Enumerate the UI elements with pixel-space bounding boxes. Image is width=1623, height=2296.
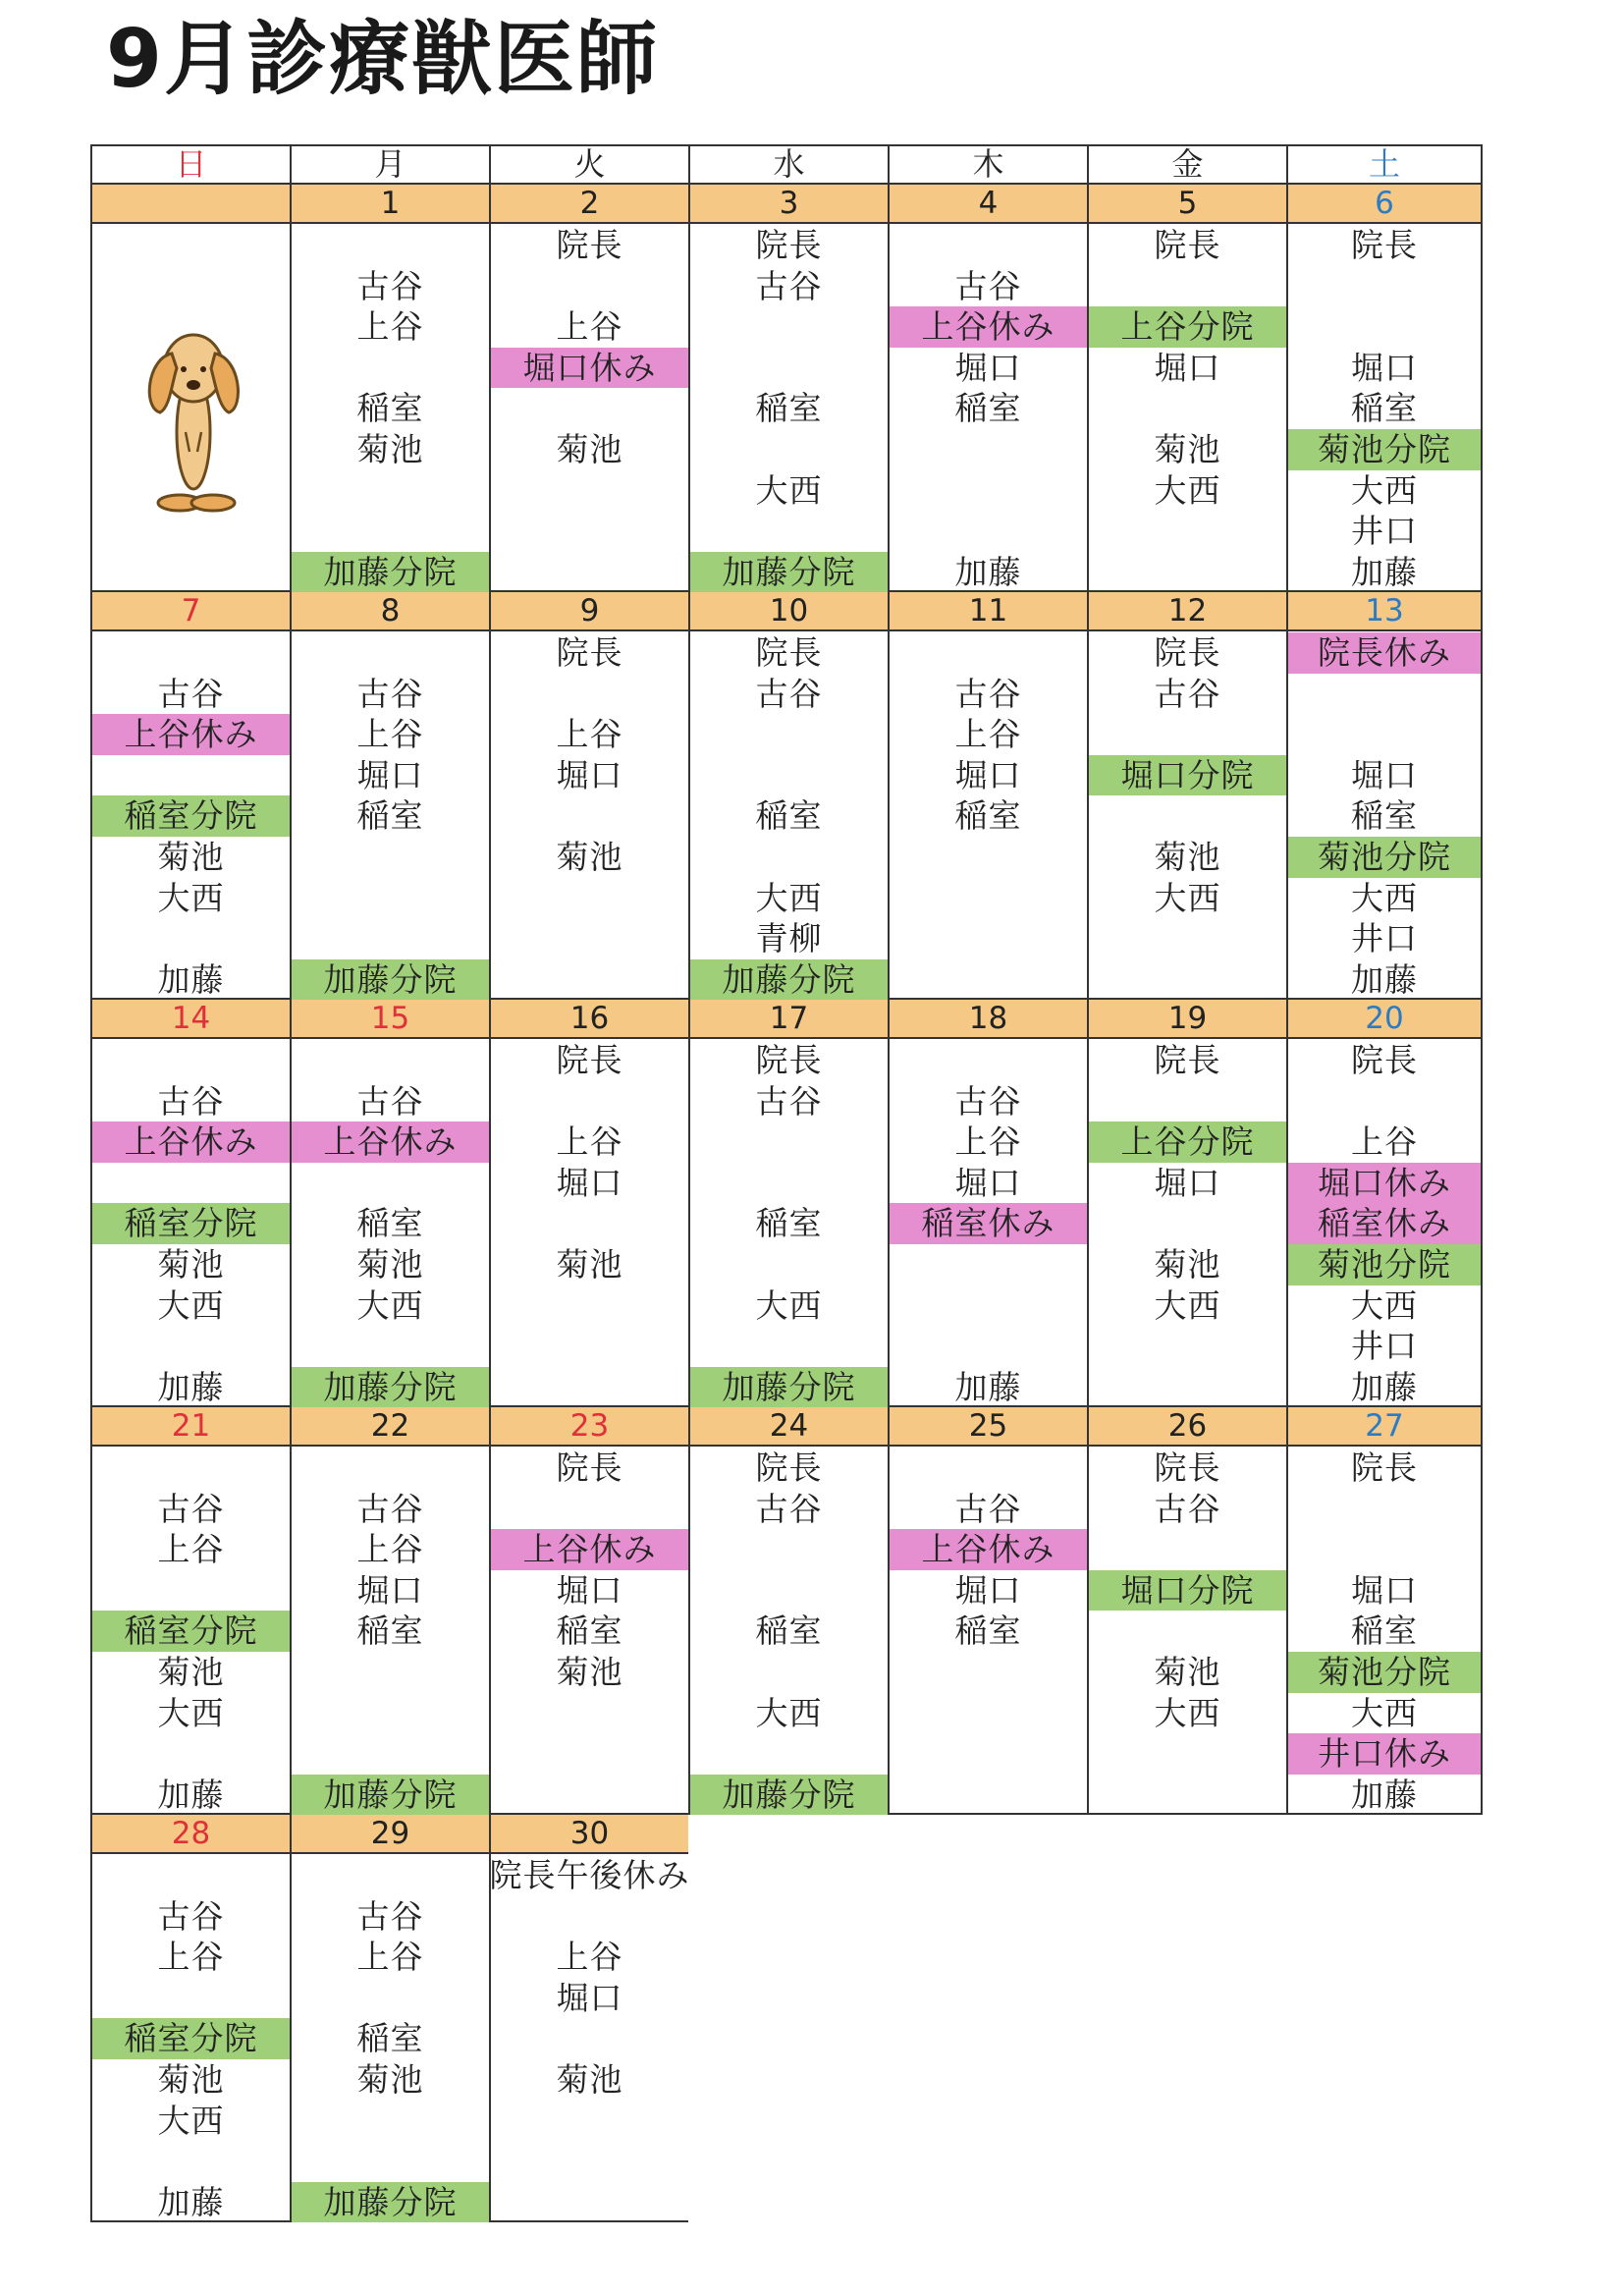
vet-entry: 稲室	[1351, 796, 1418, 836]
date-number: 25	[888, 1407, 1087, 1447]
empty-cell	[688, 1815, 888, 1854]
vet-entry: 堀口	[1154, 1163, 1221, 1202]
vet-entry: 堀口	[556, 1570, 623, 1610]
vet-entry: 稲室	[356, 2019, 424, 2058]
day-schedule	[1087, 1447, 1286, 1815]
vet-entry: 堀口	[356, 755, 424, 794]
day-schedule	[290, 1447, 489, 1815]
vet-entry: 上谷	[556, 1938, 623, 1977]
vet-entry: 堀口	[954, 1163, 1022, 1202]
vet-entry: 大西	[1154, 1693, 1221, 1732]
vet-entry: 上谷	[556, 715, 623, 754]
vet-entry: 加藤	[1351, 959, 1418, 999]
vet-branch-entry: 加藤分院	[690, 1367, 888, 1408]
date-number: 27	[1286, 1407, 1483, 1447]
vet-branch-entry: 菊池分院	[1288, 429, 1481, 470]
weekday-wednesday: 水	[688, 144, 888, 185]
vet-entry: 菊池	[1154, 1653, 1221, 1691]
date-number: 17	[688, 1000, 888, 1039]
vet-entry: 古谷	[954, 266, 1022, 305]
vet-entry: 加藤	[1351, 1775, 1418, 1814]
vet-entry: 院長	[755, 226, 823, 264]
vet-entry: 上谷	[954, 1122, 1022, 1162]
vet-entry: 大西	[1351, 470, 1418, 510]
day-schedule	[688, 1447, 888, 1815]
date-row	[90, 1000, 1483, 1039]
vet-entry: 井口	[1351, 1327, 1418, 1366]
vet-entry: 大西	[157, 1693, 225, 1732]
day-schedule	[1087, 631, 1286, 1000]
date-number: 12	[1087, 592, 1286, 631]
vet-entry: 稲室	[1351, 389, 1418, 428]
vet-entry: 古谷	[157, 1896, 225, 1936]
vet-branch-entry: 加藤分院	[292, 1775, 489, 1816]
vet-branch-entry: 堀口分院	[1089, 755, 1286, 796]
vet-entry: 堀口	[556, 755, 623, 794]
calendar-week	[90, 1000, 1483, 1407]
vet-branch-entry: 加藤分院	[292, 552, 489, 593]
vet-entry: 菊池	[157, 1245, 225, 1284]
vet-entry: 菊池	[157, 2060, 225, 2099]
empty-cell	[688, 1854, 888, 2222]
date-number: 26	[1087, 1407, 1286, 1447]
vet-entry: 院長	[755, 1449, 823, 1487]
vet-entry: 大西	[1351, 1693, 1418, 1732]
weekday-monday: 月	[290, 144, 489, 185]
date-number: 24	[688, 1407, 888, 1447]
vet-entry: 堀口	[556, 1978, 623, 2017]
vet-entry: 堀口	[954, 1570, 1022, 1610]
vet-off-entry: 井口休み	[1288, 1733, 1481, 1775]
vet-entry: 大西	[755, 1693, 823, 1732]
weekday-friday: 金	[1087, 144, 1286, 185]
empty-cell	[1087, 1815, 1286, 1854]
date-number: 16	[489, 1000, 688, 1039]
calendar-weeks	[90, 185, 1483, 2222]
vet-entry: 菊池	[356, 2060, 424, 2099]
date-number: 18	[888, 1000, 1087, 1039]
vet-entry: 加藤	[157, 2182, 225, 2221]
empty-cell	[1286, 1854, 1483, 2222]
vet-entry: 稲室	[356, 796, 424, 836]
vet-entry: 上谷	[157, 1530, 225, 1569]
day-schedule	[1087, 1039, 1286, 1407]
vet-entry: 菊池	[1154, 1245, 1221, 1284]
date-row	[90, 1407, 1483, 1447]
vet-entry: 井口	[1351, 919, 1418, 958]
weekday-saturday: 土	[1286, 144, 1483, 185]
vet-entry: 大西	[755, 1285, 823, 1325]
calendar-week	[90, 592, 1483, 1000]
vet-entry: 上谷	[356, 715, 424, 754]
day-schedule	[489, 631, 688, 1000]
vet-entry: 稲室	[954, 389, 1022, 428]
vet-entry: 古谷	[755, 1081, 823, 1121]
vet-entry: 古谷	[157, 1489, 225, 1528]
date-number: 23	[489, 1407, 688, 1447]
vet-entry: 古谷	[755, 266, 823, 305]
vet-entry: 稲室	[954, 796, 1022, 836]
vet-branch-entry: 加藤分院	[690, 1775, 888, 1816]
empty-cell	[888, 1854, 1087, 2222]
vet-entry: 堀口	[556, 1163, 623, 1202]
empty-cell	[888, 1815, 1087, 1854]
date-number: 3	[688, 185, 888, 224]
vet-off-entry: 稲室休み	[890, 1203, 1087, 1244]
schedule-row	[90, 1854, 1483, 2222]
vet-entry: 菊池	[556, 1653, 623, 1691]
vet-entry: 菊池	[157, 838, 225, 876]
vet-entry: 院長	[1154, 1041, 1221, 1079]
vet-entry: 院長	[556, 226, 623, 264]
vet-entry: 菊池	[556, 430, 623, 468]
vet-entry: 古谷	[356, 674, 424, 713]
vet-branch-entry: 稲室分院	[92, 2018, 290, 2059]
empty-cell	[1286, 1815, 1483, 1854]
date-number: 20	[1286, 1000, 1483, 1039]
date-number: 7	[90, 592, 290, 631]
vet-entry: 稲室	[356, 389, 424, 428]
vet-entry: 大西	[1154, 878, 1221, 917]
day-schedule	[90, 1447, 290, 1815]
vet-entry: 菊池	[1154, 430, 1221, 468]
vet-entry: 井口	[1351, 512, 1418, 551]
vet-entry: 大西	[356, 1285, 424, 1325]
date-number: 1	[290, 185, 489, 224]
date-number: 19	[1087, 1000, 1286, 1039]
vet-off-entry: 上谷休み	[292, 1121, 489, 1163]
vet-off-entry: 堀口休み	[491, 348, 688, 389]
day-schedule	[1087, 224, 1286, 592]
date-number	[90, 185, 290, 224]
vet-entry: 加藤	[157, 1367, 225, 1406]
vet-entry: 菊池	[157, 1653, 225, 1691]
vet-entry: 院長午後休み	[489, 1856, 690, 1894]
vet-off-entry: 稲室休み	[1288, 1203, 1481, 1244]
vet-branch-entry: 加藤分院	[690, 552, 888, 593]
day-schedule	[1286, 1039, 1483, 1407]
dog-illustration	[133, 314, 260, 520]
page-title: 9月診療獣医師	[106, 13, 660, 106]
vet-entry: 加藤	[157, 959, 225, 999]
day-schedule	[489, 1039, 688, 1407]
vet-entry: 上谷	[356, 1530, 424, 1569]
day-schedule	[888, 1447, 1087, 1815]
day-schedule	[888, 631, 1087, 1000]
vet-entry: 青柳	[755, 919, 823, 958]
date-row	[90, 185, 1483, 224]
vet-entry: 大西	[755, 470, 823, 510]
vet-entry: 菊池	[356, 430, 424, 468]
vet-entry: 大西	[157, 1285, 225, 1325]
vet-entry: 加藤	[157, 1775, 225, 1814]
day-schedule	[489, 224, 688, 592]
vet-entry: 院長	[755, 1041, 823, 1079]
day-schedule	[90, 1854, 290, 2222]
vet-entry: 堀口	[954, 755, 1022, 794]
vet-entry: 上谷	[556, 307, 623, 347]
day-schedule	[1286, 224, 1483, 592]
vet-off-entry: 上谷休み	[92, 1121, 290, 1163]
date-number: 28	[90, 1815, 290, 1854]
vet-branch-entry: 加藤分院	[292, 959, 489, 1001]
vet-entry: 院長	[1351, 226, 1418, 264]
vet-branch-entry: 加藤分院	[292, 2182, 489, 2223]
vet-entry: 古谷	[1154, 1489, 1221, 1528]
vet-entry: 上谷	[356, 307, 424, 347]
date-number: 4	[888, 185, 1087, 224]
vet-branch-entry: 稲室分院	[92, 1611, 290, 1652]
vet-branch-entry: 菊池分院	[1288, 837, 1481, 878]
vet-branch-entry: 上谷分院	[1089, 1121, 1286, 1163]
vet-entry: 上谷	[556, 1122, 623, 1162]
vet-off-entry: 上谷休み	[491, 1529, 688, 1570]
vet-branch-entry: 菊池分院	[1288, 1244, 1481, 1285]
vet-entry: 古谷	[755, 1489, 823, 1528]
day-schedule	[90, 1039, 290, 1407]
empty-cell	[1087, 1854, 1286, 2222]
vet-entry: 大西	[157, 878, 225, 917]
day-schedule	[1286, 631, 1483, 1000]
vet-entry: 堀口	[1351, 1570, 1418, 1610]
vet-entry: 大西	[1154, 470, 1221, 510]
vet-entry: 院長	[755, 633, 823, 672]
date-number: 15	[290, 1000, 489, 1039]
vet-entry: 稲室	[755, 1612, 823, 1651]
calendar-week	[90, 185, 1483, 592]
vet-entry: 堀口	[356, 1570, 424, 1610]
vet-entry: 古谷	[755, 674, 823, 713]
vet-entry: 古谷	[356, 1081, 424, 1121]
vet-entry: 院長	[1154, 226, 1221, 264]
date-number: 22	[290, 1407, 489, 1447]
vet-entry: 菊池	[356, 1245, 424, 1284]
calendar-week	[90, 1815, 1483, 2222]
date-number: 5	[1087, 185, 1286, 224]
vet-entry: 院長	[556, 633, 623, 672]
vet-entry: 菊池	[556, 838, 623, 876]
vet-entry: 加藤	[954, 1367, 1022, 1406]
vet-entry: 堀口	[1154, 348, 1221, 387]
vet-entry: 稲室	[954, 1612, 1022, 1651]
vet-entry: 古谷	[356, 1489, 424, 1528]
day-schedule	[688, 1039, 888, 1407]
vet-entry: 大西	[755, 878, 823, 917]
vet-entry: 稲室	[556, 1612, 623, 1651]
day-schedule	[489, 1447, 688, 1815]
date-number: 30	[489, 1815, 688, 1854]
vet-entry: 上谷	[1351, 1122, 1418, 1162]
day-schedule	[489, 1854, 688, 2222]
vet-entry: 院長	[556, 1041, 623, 1079]
vet-off-entry: 堀口休み	[1288, 1163, 1481, 1204]
vet-entry: 大西	[1351, 878, 1418, 917]
vet-entry: 加藤	[1351, 552, 1418, 591]
vet-entry: 院長	[1351, 1449, 1418, 1487]
vet-entry: 堀口	[954, 348, 1022, 387]
vet-branch-entry: 菊池分院	[1288, 1652, 1481, 1693]
schedule-row	[90, 1039, 1483, 1407]
date-row	[90, 592, 1483, 631]
date-number: 13	[1286, 592, 1483, 631]
date-number: 8	[290, 592, 489, 631]
vet-entry: 稲室	[755, 1204, 823, 1243]
day-schedule	[290, 1854, 489, 2222]
vet-entry: 堀口	[1351, 348, 1418, 387]
day-schedule	[290, 224, 489, 592]
vet-entry: 菊池	[556, 2060, 623, 2099]
vet-entry: 院長	[1351, 1041, 1418, 1079]
vet-branch-entry: 堀口分院	[1089, 1570, 1286, 1612]
weekday-header-row	[90, 144, 1483, 185]
vet-entry: 稲室	[755, 796, 823, 836]
day-schedule	[888, 224, 1087, 592]
vet-entry: 稲室	[356, 1612, 424, 1651]
vet-entry: 稲室	[1351, 1612, 1418, 1651]
day-schedule	[688, 631, 888, 1000]
vet-entry: 古谷	[157, 674, 225, 713]
date-number: 10	[688, 592, 888, 631]
vet-entry: 院長	[1154, 1449, 1221, 1487]
date-row	[90, 1815, 1483, 1854]
vet-entry: 古谷	[954, 1081, 1022, 1121]
weekday-tuesday: 火	[489, 144, 688, 185]
vet-entry: 古谷	[1154, 674, 1221, 713]
vet-off-entry: 院長休み	[1288, 632, 1481, 674]
vet-entry: 上谷	[356, 1938, 424, 1977]
day-schedule	[888, 1039, 1087, 1407]
weekday-sunday: 日	[90, 144, 290, 185]
vet-entry: 堀口	[1351, 755, 1418, 794]
vet-entry: 古谷	[157, 1081, 225, 1121]
vet-branch-entry: 稲室分院	[92, 1203, 290, 1244]
schedule-row	[90, 631, 1483, 1000]
weekday-thursday: 木	[888, 144, 1087, 185]
vet-entry: 院長	[556, 1449, 623, 1487]
calendar-week	[90, 1407, 1483, 1815]
vet-off-entry: 上谷休み	[890, 1529, 1087, 1570]
date-number: 14	[90, 1000, 290, 1039]
vet-entry: 古谷	[356, 1896, 424, 1936]
vet-entry: 大西	[1351, 1285, 1418, 1325]
vet-entry: 大西	[1154, 1285, 1221, 1325]
day-schedule	[290, 631, 489, 1000]
date-number: 9	[489, 592, 688, 631]
vet-entry: 上谷	[157, 1938, 225, 1977]
vet-branch-entry: 稲室分院	[92, 795, 290, 837]
vet-entry: 稲室	[356, 1204, 424, 1243]
day-schedule	[90, 631, 290, 1000]
date-number: 21	[90, 1407, 290, 1447]
vet-entry: 加藤	[1351, 1367, 1418, 1406]
vet-entry: 上谷	[954, 715, 1022, 754]
vet-entry: 稲室	[755, 389, 823, 428]
vet-branch-entry: 加藤分院	[292, 1367, 489, 1408]
date-number: 2	[489, 185, 688, 224]
day-schedule	[688, 224, 888, 592]
day-schedule	[290, 1039, 489, 1407]
schedule-row	[90, 1447, 1483, 1815]
vet-entry: 大西	[157, 2101, 225, 2140]
vet-entry: 古谷	[954, 1489, 1022, 1528]
vet-branch-entry: 加藤分院	[690, 959, 888, 1001]
date-number: 6	[1286, 185, 1483, 224]
calendar	[90, 144, 1483, 2222]
vet-off-entry: 上谷休み	[890, 306, 1087, 348]
vet-off-entry: 上谷休み	[92, 714, 290, 755]
vet-entry: 菊池	[556, 1245, 623, 1284]
date-number: 29	[290, 1815, 489, 1854]
vet-branch-entry: 上谷分院	[1089, 306, 1286, 348]
date-number: 11	[888, 592, 1087, 631]
vet-entry: 古谷	[356, 266, 424, 305]
day-schedule	[1286, 1447, 1483, 1815]
schedule-row	[90, 224, 1483, 592]
vet-entry: 加藤	[954, 552, 1022, 591]
vet-entry: 院長	[1154, 633, 1221, 672]
vet-entry: 古谷	[954, 674, 1022, 713]
vet-entry: 菊池	[1154, 838, 1221, 876]
